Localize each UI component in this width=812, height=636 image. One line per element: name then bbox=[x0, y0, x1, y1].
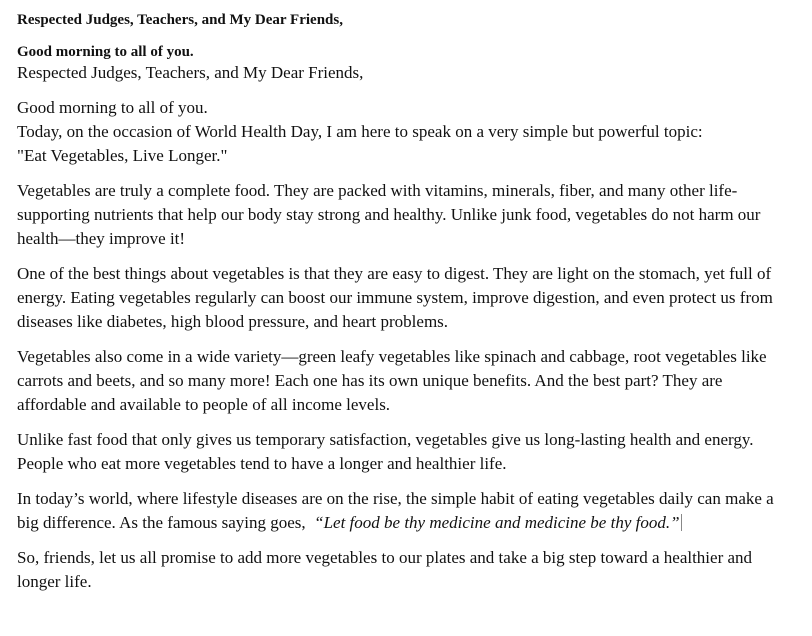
paragraph-nutrition: Vegetables are truly a complete food. They are packed with vitamins, minerals, fiber, and many other life-supporting nutrients that help our body stay strong and healthy. Unlike junk food, vegetables do not harm our health—they improve it! bbox=[17, 181, 761, 248]
paragraph-closing: So, friends, let us all promise to add more vegetables to our plates and take a big step toward a healthier and longer life. bbox=[17, 548, 753, 591]
paragraph-lifestyle bbox=[17, 487, 794, 535]
topic-line: "Eat Vegetables, Live Longer." bbox=[17, 146, 228, 165]
paragraph-fast-food: Unlike fast food that only gives us temporary satisfaction, vegetables give us long-lasting health and energy. People who eat more vegetables tend to have a longer and healthier life. bbox=[17, 430, 754, 473]
intro-block bbox=[17, 96, 794, 168]
intro-line: Today, on the occasion of World Health Day, I am here to speak on a very simple but powerful topic: bbox=[17, 122, 703, 141]
salutation-line: Respected Judges, Teachers, and My Dear Friends, bbox=[17, 63, 364, 82]
lifestyle-lead-text: In today’s world, where lifestyle diseases are on the rise, the simple habit of eating vegetables daily can make a big difference. As the famous saying goes, bbox=[17, 489, 774, 532]
paragraph-digestion: One of the best things about vegetables is that they are easy to digest. They are light on the stomach, yet full of energy. Eating vegetables regularly can boost our immune system, improve digestion, and even protect us from diseases like diabetes, high blood pressure, and heart problems. bbox=[17, 264, 773, 331]
greeting-line: Good morning to all of you. bbox=[17, 98, 208, 117]
famous-quote: “Let food be thy medicine and medicine be thy food.” bbox=[314, 513, 680, 532]
bold-salutation-heading: Respected Judges, Teachers, and My Dear Friends, bbox=[17, 12, 343, 28]
text-cursor bbox=[681, 514, 682, 531]
paragraph-variety: Vegetables also come in a wide variety—green leafy vegetables like spinach and cabbage, root vegetables like carrots and beets, and so many more! Each one has its own unique benefits. And the best part? They are affordable and available to people of all income levels. bbox=[17, 347, 767, 414]
bold-greeting-heading: Good morning to all of you. bbox=[17, 44, 194, 60]
